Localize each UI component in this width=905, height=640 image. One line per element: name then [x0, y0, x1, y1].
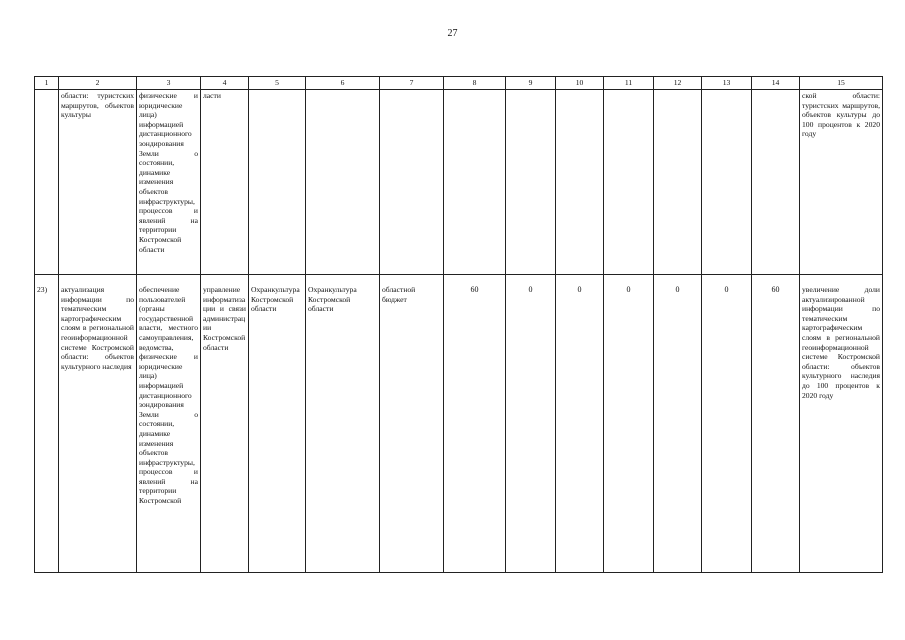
col-header-4: 4 — [201, 77, 249, 90]
cell-year-10 — [556, 90, 604, 275]
cell-year-14: 60 — [752, 275, 800, 573]
cell-recipient — [306, 90, 380, 275]
column-number-row — [35, 77, 883, 90]
cell-year-9: 0 — [506, 275, 556, 573]
table-row — [35, 90, 883, 275]
col-header-1: 1 — [35, 77, 59, 90]
cell-recipient: Охранкультура Костромской области — [306, 275, 380, 573]
col-header-13: 13 — [702, 77, 752, 90]
cell-year-9 — [506, 90, 556, 275]
cell-executor: ласти — [201, 90, 249, 275]
col-header-3: 3 — [137, 77, 201, 90]
cell-event-name: актуализация информации по тематическим картографическим слоям в региональной геоинформационной системе Костромской области: объектов культурного наследия — [59, 275, 137, 573]
cell-expected-result: ской области: туристских маршрутов, объектов культуры до 100 процентов к 2020 году — [800, 90, 883, 275]
cell-co-executor — [249, 90, 306, 275]
col-header-12: 12 — [654, 77, 702, 90]
page-number: 27 — [447, 28, 458, 39]
col-header-6: 6 — [306, 77, 380, 90]
col-header-14: 14 — [752, 77, 800, 90]
col-header-11: 11 — [604, 77, 654, 90]
cell-purpose: обеспечение пользователей (органы государственной власти, местного самоуправления, ведомства, физические и юридические лица) информацией дистанционного зондирования Земли о состоянии, динамике изменения объектов инфраструктуры, процессов и явлений на территории Костромской — [137, 275, 201, 573]
col-header-10: 10 — [556, 77, 604, 90]
col-header-5: 5 — [249, 77, 306, 90]
cell-total — [444, 90, 506, 275]
col-header-15: 15 — [800, 77, 883, 90]
cell-purpose: физические и юридические лица) информацией дистанционного зондирования Земли о состоянии, динамике изменения объектов инфраструктуры, процессов и явлений на территории Костромской области — [137, 90, 201, 275]
cell-funding-source — [380, 90, 444, 275]
cell-co-executor: Охранкультура Костромской области — [249, 275, 306, 573]
cell-executor: управление информатизации и связи администрации Костромской области — [201, 275, 249, 573]
cell-year-12: 0 — [654, 275, 702, 573]
cell-expected-result: увеличение доли актуализированной информации по тематическим картографическим слоям в региональной геоинформационной системе Костромской области: объектов культурного наследия до 100 процентов к 2020 году — [800, 275, 883, 573]
col-header-2: 2 — [59, 77, 137, 90]
cell-event-name: области: туристских маршрутов, объектов культуры — [59, 90, 137, 275]
program-table — [34, 76, 883, 573]
cell-year-14 — [752, 90, 800, 275]
cell-year-13: 0 — [702, 275, 752, 573]
col-header-9: 9 — [506, 77, 556, 90]
cell-year-13 — [702, 90, 752, 275]
cell-number: 23) — [35, 275, 59, 573]
cell-total: 60 — [444, 275, 506, 573]
col-header-7: 7 — [380, 77, 444, 90]
col-header-8: 8 — [444, 77, 506, 90]
cell-year-11: 0 — [604, 275, 654, 573]
cell-year-10: 0 — [556, 275, 604, 573]
cell-year-11 — [604, 90, 654, 275]
cell-funding-source: областной бюджет — [380, 275, 444, 573]
cell-year-12 — [654, 90, 702, 275]
cell-number — [35, 90, 59, 275]
table-row — [35, 275, 883, 573]
